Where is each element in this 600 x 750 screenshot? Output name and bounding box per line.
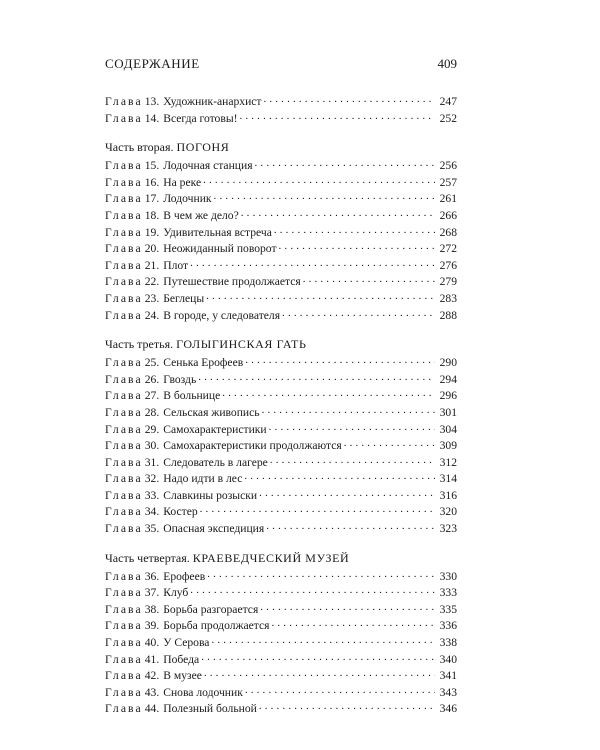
chapter-page-number: 336 — [439, 619, 457, 633]
chapter-word: Глава — [105, 192, 143, 206]
chapter-page-number: 320 — [439, 505, 457, 519]
chapter-title: Надо идти в лес — [163, 472, 243, 486]
chapter-page-number: 256 — [439, 159, 457, 173]
chapter-title: Костер — [163, 505, 198, 519]
chapter-page-number: 266 — [439, 208, 457, 222]
chapter-title: Плот — [163, 258, 189, 272]
chapter-word: Глава — [105, 455, 143, 469]
chapter-number: 30. — [144, 439, 160, 453]
chapter-title: Победа — [163, 652, 200, 666]
part-heading — [105, 139, 457, 156]
chapter-number: 14. — [144, 111, 160, 125]
chapter-page-number: 346 — [439, 702, 457, 716]
chapter-word: Глава — [105, 669, 143, 683]
dot-leader — [198, 371, 435, 383]
chapter-word: Глава — [105, 159, 143, 173]
chapter-number: 22. — [144, 275, 160, 289]
chapter-word: Глава — [105, 488, 143, 502]
chapter-title: Неожиданный поворот — [163, 242, 277, 256]
chapter-number: 38. — [144, 602, 160, 616]
chapter-word: Глава — [105, 225, 143, 239]
chapter-page-number: 301 — [439, 405, 457, 419]
chapter-title: Самохарактеристики — [163, 422, 267, 436]
chapter-word: Глава — [105, 569, 143, 583]
dot-leader — [274, 224, 435, 236]
chapter-word: Глава — [105, 291, 143, 305]
dot-leader — [259, 700, 435, 712]
chapter-title: Славкины розыски — [163, 488, 258, 502]
chapter-word: Глава — [105, 619, 143, 633]
toc-entry — [105, 454, 457, 471]
chapter-number: 43. — [144, 685, 160, 699]
chapter-word: Глава — [105, 372, 143, 386]
chapter-number: 24. — [144, 308, 160, 322]
chapter-word: Глава — [105, 602, 143, 616]
chapter-word: Глава — [105, 522, 143, 536]
chapter-number: 17. — [144, 192, 160, 206]
toc-entry — [105, 93, 457, 110]
chapter-word: Глава — [105, 275, 143, 289]
chapter-page-number: 309 — [439, 439, 457, 453]
chapter-page-number: 252 — [439, 111, 457, 125]
chapter-title: Сенька Ерофеев — [163, 356, 244, 370]
page-number: 409 — [437, 56, 457, 71]
chapter-title: В музее — [163, 669, 202, 683]
dot-leader — [190, 584, 435, 596]
chapter-page-number: 296 — [439, 389, 457, 403]
toc-section — [105, 550, 457, 717]
toc-entry — [105, 240, 457, 257]
chapter-page-number: 279 — [439, 275, 457, 289]
toc-entry — [105, 568, 457, 585]
chapter-number: 23. — [144, 291, 160, 305]
toc-entry — [105, 174, 457, 191]
toc-entry — [105, 700, 457, 717]
toc-section — [105, 93, 457, 126]
chapter-page-number: 268 — [439, 225, 457, 239]
toc-entry — [105, 404, 457, 421]
toc-entry — [105, 651, 457, 668]
chapter-page-number: 288 — [439, 308, 457, 322]
chapter-title: В больнице — [163, 389, 221, 403]
chapter-page-number: 316 — [439, 488, 457, 502]
toc-entry — [105, 307, 457, 324]
toc-entry — [105, 487, 457, 504]
dot-leader — [207, 568, 435, 580]
dot-leader — [303, 273, 435, 285]
toc-entry — [105, 470, 457, 487]
chapter-word: Глава — [105, 405, 143, 419]
chapter-page-number: 261 — [439, 192, 457, 206]
dot-leader — [269, 421, 435, 433]
toc-entry — [105, 371, 457, 388]
dot-leader — [241, 207, 435, 219]
book-page — [105, 56, 457, 717]
dot-leader — [206, 290, 435, 302]
chapter-title: Следователь в лагере — [163, 455, 268, 469]
dot-leader — [260, 601, 435, 613]
chapter-title: В чем же дело? — [163, 208, 239, 222]
chapter-word: Глава — [105, 208, 143, 222]
chapter-number: 19. — [144, 225, 160, 239]
page-title: СОДЕРЖАНИЕ — [105, 56, 200, 71]
toc-entry — [105, 273, 457, 290]
chapter-number: 42. — [144, 669, 160, 683]
chapter-title: Художник-анархист — [163, 95, 262, 108]
chapter-number: 34. — [144, 505, 160, 519]
chapter-title: Самохарактеристики продолжаются — [163, 439, 342, 453]
chapter-title: Всегда готовы! — [163, 111, 238, 125]
chapter-word: Глава — [105, 175, 143, 189]
chapter-number: 32. — [144, 472, 160, 486]
chapter-title: Снова лодочник — [163, 685, 243, 699]
dot-leader — [211, 634, 435, 646]
toc-entry — [105, 520, 457, 537]
chapter-title: В городе, у следователя — [163, 308, 281, 322]
chapter-number: 35. — [144, 522, 160, 536]
chapter-title: Сельская живопись — [163, 405, 260, 419]
part-title: ПОГОНЯ — [176, 140, 230, 155]
chapter-word: Глава — [105, 586, 143, 600]
chapter-page-number: 276 — [439, 258, 457, 272]
chapter-number: 41. — [144, 652, 160, 666]
chapter-title: Беглецы — [163, 291, 205, 305]
chapter-number: 18. — [144, 208, 160, 222]
dot-leader — [204, 667, 435, 679]
chapter-title: Гвоздь — [163, 372, 197, 386]
chapter-page-number: 333 — [439, 586, 457, 600]
chapter-page-number: 290 — [439, 356, 457, 370]
chapter-page-number: 272 — [439, 242, 457, 256]
chapter-number: 27. — [144, 389, 160, 403]
dot-leader — [255, 157, 435, 169]
dot-leader — [222, 387, 435, 399]
toc-entry — [105, 437, 457, 454]
toc-entry — [105, 290, 457, 307]
dot-leader — [272, 617, 436, 629]
dot-leader — [344, 437, 435, 449]
chapter-word: Глава — [105, 652, 143, 666]
toc-section — [105, 336, 457, 537]
chapter-page-number: 338 — [439, 636, 457, 650]
chapter-number: 29. — [144, 422, 160, 436]
toc-entry — [105, 110, 457, 127]
toc-entry — [105, 634, 457, 651]
dot-leader — [270, 454, 435, 466]
chapter-number: 37. — [144, 586, 160, 600]
dot-leader — [245, 354, 435, 366]
chapter-number: 20. — [144, 242, 160, 256]
toc-entry — [105, 584, 457, 601]
toc-entry — [105, 421, 457, 438]
chapter-number: 26. — [144, 372, 160, 386]
dot-leader — [282, 307, 435, 319]
dot-leader — [244, 470, 435, 482]
toc-entry — [105, 503, 457, 520]
chapter-title: Борьба продолжается — [163, 619, 270, 633]
chapter-word: Глава — [105, 308, 143, 322]
dot-leader — [201, 651, 435, 663]
chapter-page-number: 314 — [439, 472, 457, 486]
chapter-title: Лодочная станция — [163, 159, 253, 173]
toc-entry — [105, 617, 457, 634]
chapter-number: 40. — [144, 636, 160, 650]
chapter-word: Глава — [105, 95, 143, 108]
chapter-number: 13. — [144, 95, 160, 108]
chapter-number: 16. — [144, 175, 160, 189]
chapter-page-number: 294 — [439, 372, 457, 386]
chapter-number: 31. — [144, 455, 160, 469]
dot-leader — [214, 190, 435, 202]
chapter-word: Глава — [105, 472, 143, 486]
toc-entry — [105, 667, 457, 684]
toc-section — [105, 139, 457, 323]
chapter-title: Борьба разгорается — [163, 602, 259, 616]
chapter-page-number: 304 — [439, 422, 457, 436]
chapter-title: Клуб — [163, 586, 189, 600]
part-label: Часть третья. — [105, 337, 174, 352]
chapter-number: 39. — [144, 619, 160, 633]
toc-entry — [105, 207, 457, 224]
running-head — [105, 56, 457, 74]
chapter-page-number: 247 — [439, 95, 457, 108]
chapter-page-number: 341 — [439, 669, 457, 683]
part-heading — [105, 336, 457, 353]
chapter-word: Глава — [105, 439, 143, 453]
chapter-title: Лодочник — [163, 192, 212, 206]
table-of-contents — [105, 93, 457, 717]
toc-entry — [105, 224, 457, 241]
chapter-page-number: 340 — [439, 652, 457, 666]
chapter-word: Глава — [105, 702, 143, 716]
dot-leader — [245, 684, 435, 696]
chapter-number: 36. — [144, 569, 160, 583]
dot-leader — [190, 257, 435, 269]
chapter-number: 21. — [144, 258, 160, 272]
chapter-word: Глава — [105, 505, 143, 519]
chapter-word: Глава — [105, 242, 143, 256]
toc-entry — [105, 190, 457, 207]
part-title: ГОЛЫГИНСКАЯ ГАТЬ — [176, 337, 307, 352]
toc-entry — [105, 684, 457, 701]
toc-entry — [105, 387, 457, 404]
dot-leader — [259, 487, 435, 499]
chapter-page-number: 323 — [439, 522, 457, 536]
chapter-title: Полезный больной — [163, 702, 257, 716]
chapter-number: 33. — [144, 488, 160, 502]
chapter-number: 44. — [144, 702, 160, 716]
toc-entry — [105, 601, 457, 618]
part-label: Часть четвертая. — [105, 550, 190, 565]
toc-entry — [105, 354, 457, 371]
chapter-word: Глава — [105, 111, 143, 125]
dot-leader — [266, 520, 435, 532]
chapter-word: Глава — [105, 422, 143, 436]
chapter-title: Опасная экспедиция — [163, 522, 265, 536]
part-label: Часть вторая. — [105, 140, 174, 155]
chapter-word: Глава — [105, 685, 143, 699]
dot-leader — [203, 174, 435, 186]
chapter-title: Удивительная встреча — [163, 225, 272, 239]
chapter-number: 15. — [144, 159, 160, 173]
chapter-number: 25. — [144, 356, 160, 370]
chapter-title: У Серова — [163, 636, 210, 650]
dot-leader — [263, 93, 435, 105]
dot-leader — [200, 503, 435, 515]
chapter-page-number: 330 — [439, 569, 457, 583]
dot-leader — [279, 240, 435, 252]
chapter-page-number: 257 — [439, 175, 457, 189]
part-title: КРАЕВЕДЧЕСКИЙ МУЗЕЙ — [192, 550, 350, 565]
chapter-word: Глава — [105, 356, 143, 370]
chapter-page-number: 283 — [439, 291, 457, 305]
chapter-word: Глава — [105, 636, 143, 650]
chapter-word: Глава — [105, 389, 143, 403]
toc-entry — [105, 257, 457, 274]
chapter-title: Ерофеев — [163, 569, 206, 583]
chapter-page-number: 335 — [439, 602, 457, 616]
toc-entry — [105, 157, 457, 174]
chapter-word: Глава — [105, 258, 143, 272]
chapter-number: 28. — [144, 405, 160, 419]
dot-leader — [262, 404, 435, 416]
chapter-page-number: 343 — [439, 685, 457, 699]
dot-leader — [239, 110, 435, 122]
chapter-title: Путешествие продолжается — [163, 275, 301, 289]
chapter-page-number: 312 — [439, 455, 457, 469]
part-heading — [105, 550, 457, 567]
chapter-title: На реке — [163, 175, 202, 189]
